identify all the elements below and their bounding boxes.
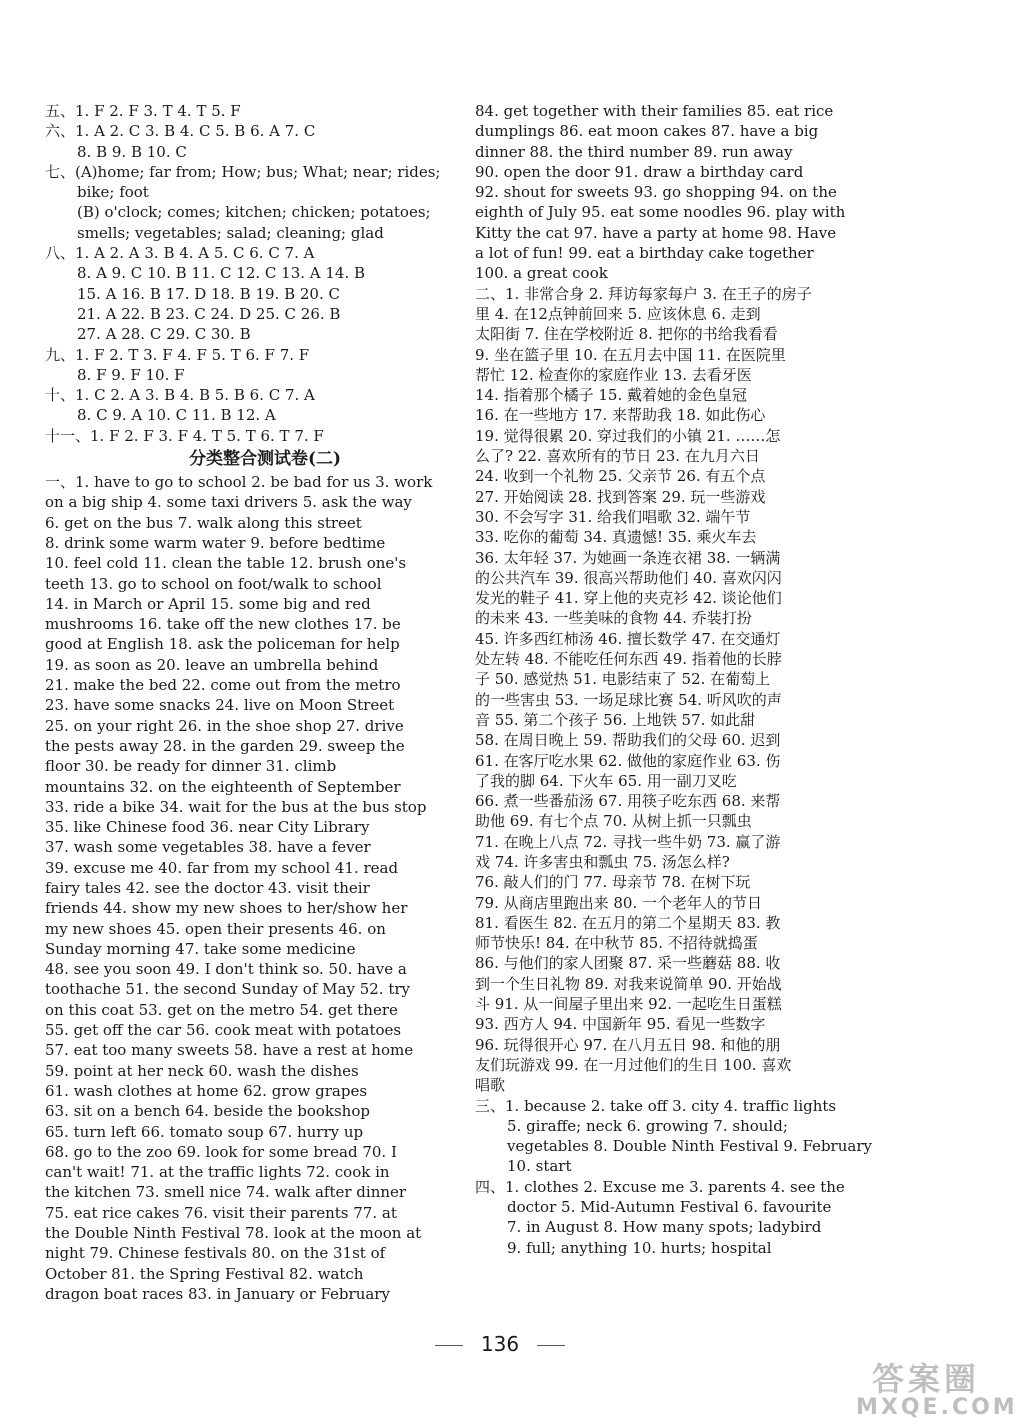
answer-line: 八、1. A 2. A 3. B 4. A 5. C 6. C 7. A (45, 244, 315, 263)
answer-line: 发光的鞋子 41. 穿上他的夹克衫 42. 谈论他们 (475, 589, 782, 608)
answer-line: my new shoes 45. open their presents 46. on (45, 919, 386, 938)
answer-line: 19. as soon as 20. leave an umbrella behind (45, 655, 379, 674)
answer-line: 的一些害虫 53. 一场足球比赛 54. 听风吹的声 (475, 690, 782, 709)
answer-line: 8. C 9. A 10. C 11. B 12. A (77, 406, 276, 425)
answer-line: 96. 玩得很开心 97. 在八月五日 98. 和他的朋 (475, 1035, 781, 1054)
answer-line: 57. eat too many sweets 58. have a rest at home (45, 1041, 414, 1060)
answer-line: 7. in August 8. How many spots; ladybird (507, 1218, 822, 1237)
answer-line: the Double Ninth Festival 78. look at the moon at (45, 1224, 422, 1243)
answer-line: 90. open the door 91. draw a birthday card (475, 162, 804, 181)
answer-line: 79. 从商店里跑出来 80. 一个老年人的节日 (475, 893, 763, 912)
answer-line: 8. drink some warm water 9. before bedtime (45, 533, 386, 552)
answer-line: 59. point at her neck 60. wash the dishes (45, 1061, 359, 1080)
answer-line: 24. 收到一个礼物 25. 父亲节 26. 有五个点 (475, 467, 766, 486)
answer-line: 五、1. F 2. F 3. T 4. T 5. F (45, 102, 241, 120)
answer-line: 七、(A)home; far from; How; bus; What; near; rides; (45, 162, 441, 181)
answer-line: 14. in March or April 15. some big and red (45, 594, 371, 613)
answer-line: fairy tales 42. see the doctor 43. visit their (45, 878, 370, 897)
answer-line: 的未来 43. 一些美味的食物 44. 乔装打扮 (475, 609, 752, 628)
answer-line: eighth of July 95. eat some noodles 96. play with (475, 203, 846, 222)
answer-line: 十一、1. F 2. F 3. F 4. T 5. T 6. T 7. F (45, 426, 324, 445)
answer-line: 86. 与他们的家人团聚 87. 采一些蘑菇 88. 收 (475, 954, 781, 973)
answer-line: Sunday morning 47. take some medicine (45, 939, 356, 958)
answer-line: 92. shout for sweets 93. go shopping 94. on the (475, 183, 837, 202)
answer-line: (B) o'clock; comes; kitchen; chicken; potatoes; (77, 203, 431, 222)
left-column (45, 101, 455, 1304)
answer-line: 68. go to the zoo 69. look for some bread 70. I (45, 1142, 397, 1161)
answer-line: 81. 看医生 82. 在五月的第二个星期天 83. 教 (475, 913, 781, 932)
answer-line: mushrooms 16. take off the new clothes 17. be (45, 615, 401, 634)
watermark-top-text: 答案圈 (871, 1360, 980, 1398)
watermark-bottom-text: MXQE.COM (856, 1395, 1018, 1420)
answer-line: 100. a great cook (475, 264, 608, 283)
answer-line: can't wait! 71. at the traffic lights 72. cook in (45, 1163, 390, 1182)
answer-line: 太阳街 7. 住在学校附近 8. 把你的书给我看看 (475, 325, 778, 344)
answer-line: smells; vegetables; salad; cleaning; glad (77, 223, 384, 242)
answer-line: dumplings 86. eat moon cakes 87. have a big (475, 122, 819, 141)
answer-line: 8. B 9. B 10. C (77, 142, 187, 161)
answer-line: 63. sit on a bench 64. beside the bookshop (45, 1102, 370, 1121)
answer-line: 到一个生日礼物 89. 对我来说简单 90. 开始战 (475, 974, 782, 993)
answer-line: 6. get on the bus 7. walk along this street (45, 513, 362, 532)
answer-line: 61. 在客厅吃水果 62. 做他的家庭作业 63. 伤 (475, 751, 781, 770)
answer-line: 的公共汽车 39. 很高兴帮助他们 40. 喜欢闪闪 (475, 568, 782, 587)
answer-line: 音 55. 第二个孩子 56. 上地铁 57. 如此甜 (475, 710, 756, 729)
answer-line: bike; foot (77, 183, 149, 202)
answer-line: 21. make the bed 22. come out from the metro (45, 676, 401, 695)
answer-line: the kitchen 73. smell nice 74. walk after dinner (45, 1183, 407, 1202)
page-number (0, 1332, 1000, 1356)
answer-line: 35. like Chinese food 36. near City Library (45, 818, 370, 837)
answer-line: 21. A 22. B 23. C 24. D 25. C 26. B (77, 304, 341, 323)
answer-line: 27. 开始阅读 28. 找到答案 29. 玩一些游戏 (475, 487, 766, 506)
answer-line: 15. A 16. B 17. D 18. B 19. B 20. C (77, 284, 340, 303)
answer-line: on a big ship 4. some taxi drivers 5. ask the way (45, 493, 412, 512)
answer-line: 36. 太年轻 37. 为她画一条连衣裙 38. 一辆满 (475, 548, 781, 567)
answer-line: 19. 觉得很累 20. 穿过我们的小镇 21. ……怎 (475, 426, 781, 445)
answer-line: 么了? 22. 喜欢所有的节日 23. 在九月六日 (475, 447, 760, 466)
page-number-text: 136 (480, 1332, 520, 1356)
answer-line: 10. feel cold 11. clean the table 12. brush one's (45, 554, 407, 573)
answer-line: 5. giraffe; neck 6. growing 7. should; (507, 1116, 788, 1135)
answer-line: teeth 13. go to school on foot/walk to school (45, 574, 382, 593)
answer-line: 66. 煮一些番茄汤 67. 用筷子吃东西 68. 来帮 (475, 792, 781, 811)
answer-line: 93. 西方人 94. 中国新年 95. 看见一些数字 (475, 1015, 766, 1034)
watermark-logo (856, 1360, 1018, 1426)
answer-line: Kitty the cat 97. have a party at home 98. Have (475, 223, 837, 242)
answer-line: the pests away 28. in the garden 29. sweep the (45, 736, 405, 755)
answer-line: on this coat 53. get on the metro 54. get there (45, 1000, 398, 1019)
answer-line: 37. wash some vegetables 38. have a fever (45, 838, 371, 857)
answer-line: 一、1. have to go to school 2. be bad for us 3. work (45, 473, 433, 492)
page-number-dash-left (435, 1345, 463, 1346)
answer-line: 30. 不会写字 31. 给我们唱歌 32. 端午节 (475, 507, 751, 526)
answer-line: 58. 在周日晚上 59. 帮助我们的父母 60. 迟到 (475, 731, 781, 750)
answer-line: 助他 69. 有七个点 70. 从树上抓一只瓢虫 (475, 812, 752, 831)
answer-line: 六、1. A 2. C 3. B 4. C 5. B 6. A 7. C (45, 122, 316, 141)
answer-line: 友们玩游戏 99. 在一月过他们的生日 100. 喜欢 (475, 1055, 792, 1074)
answer-line: 了我的脚 64. 下火车 65. 用一副刀叉吃 (475, 771, 737, 790)
answer-line: 三、1. because 2. take off 3. city 4. traffic lights (475, 1096, 837, 1115)
answer-line: toothache 51. the second Sunday of May 52. try (45, 980, 410, 999)
answer-line: 9. 坐在篮子里 10. 在五月去中国 11. 在医院里 (475, 345, 786, 364)
answer-line: 33. 吃你的葡萄 34. 真遗憾! 35. 乘火车去 (475, 528, 757, 547)
page-number-dash-right (537, 1345, 565, 1346)
answer-line: October 81. the Spring Festival 82. watch (45, 1264, 364, 1283)
answer-line: vegetables 8. Double Ninth Festival 9. February (507, 1137, 872, 1156)
answer-line: 斗 91. 从一间屋子里出来 92. 一起吃生日蛋糕 (475, 995, 782, 1014)
answer-line: 二、1. 非常合身 2. 拜访每家每户 3. 在王子的房子 (475, 284, 812, 303)
answer-line: 45. 许多西红柿汤 46. 擅长数学 47. 在交通灯 (475, 629, 781, 648)
answer-line: 子 50. 感觉热 51. 电影结束了 52. 在葡萄上 (475, 670, 771, 689)
answer-line: good at English 18. ask the policeman for help (45, 635, 400, 654)
answer-line: 四、1. clothes 2. Excuse me 3. parents 4. see the (475, 1177, 845, 1196)
answer-line: dinner 88. the third number 89. run away (475, 142, 793, 161)
answer-line: 71. 在晚上八点 72. 寻找一些牛奶 73. 赢了游 (475, 832, 781, 851)
answer-line: 9. full; anything 10. hurts; hospital (507, 1238, 772, 1257)
answer-line: 65. turn left 66. tomato soup 67. hurry up (45, 1122, 364, 1141)
answer-line: dragon boat races 83. in January or February (45, 1284, 390, 1303)
answer-line: 84. get together with their families 85. eat rice (475, 102, 834, 120)
answer-line: 十、1. C 2. A 3. B 4. B 5. B 6. C 7. A (45, 386, 315, 405)
answer-line: a lot of fun! 99. eat a birthday cake together (475, 244, 814, 263)
answer-line: 75. eat rice cakes 76. visit their parents 77. at (45, 1203, 397, 1222)
answer-line: 里 4. 在12点钟前回来 5. 应该休息 6. 走到 (475, 304, 761, 323)
answer-line: 39. excuse me 40. far from my school 41. read (45, 858, 399, 877)
answer-line: 8. F 9. F 10. F (77, 365, 185, 384)
answer-line: 48. see you soon 49. I don't think so. 50. have a (45, 960, 407, 979)
section-title: 分类整合测试卷(二) (188, 449, 342, 470)
answer-line: 61. wash clothes at home 62. grow grapes (45, 1081, 368, 1100)
answer-line: 10. start (507, 1157, 572, 1176)
answer-line: 14. 指着那个橘子 15. 戴着她的金色皇冠 (475, 386, 748, 405)
answer-line: 处左转 48. 不能吃任何东西 49. 指着他的长脖 (475, 650, 782, 669)
answer-line: 23. have some snacks 24. live on Moon Street (45, 696, 395, 715)
answer-line: floor 30. be ready for dinner 31. climb (45, 757, 337, 776)
answer-line: 九、1. F 2. T 3. F 4. F 5. T 6. F 7. F (45, 345, 310, 364)
right-column (475, 101, 893, 1258)
answer-line: night 79. Chinese festivals 80. on the 31st of (45, 1244, 386, 1263)
answer-line: 25. on your right 26. in the shoe shop 27. drive (45, 716, 404, 735)
answer-line: doctor 5. Mid-Autumn Festival 6. favourite (507, 1198, 832, 1217)
answer-line: friends 44. show my new shoes to her/show her (45, 899, 408, 918)
answer-line: 76. 敲人们的门 77. 母亲节 78. 在树下玩 (475, 873, 751, 892)
answer-line: 戏 74. 许多害虫和瓢虫 75. 汤怎么样? (475, 852, 730, 871)
answer-line: 16. 在一些地方 17. 来帮助我 18. 如此伤心 (475, 406, 766, 425)
answer-line: 师节快乐! 84. 在中秋节 85. 不招待就捣蛋 (475, 934, 758, 953)
answer-line: 55. get off the car 56. cook meat with potatoes (45, 1021, 402, 1040)
answer-line: 8. A 9. C 10. B 11. C 12. C 13. A 14. B (77, 264, 366, 283)
answer-line: 帮忙 12. 检查你的家庭作业 13. 去看牙医 (475, 365, 752, 384)
answer-line: 唱歌 (475, 1076, 506, 1095)
answer-line: mountains 32. on the eighteenth of September (45, 777, 401, 796)
answer-line: 33. ride a bike 34. wait for the bus at the bus stop (45, 797, 427, 816)
answer-line: 27. A 28. C 29. C 30. B (77, 325, 251, 344)
